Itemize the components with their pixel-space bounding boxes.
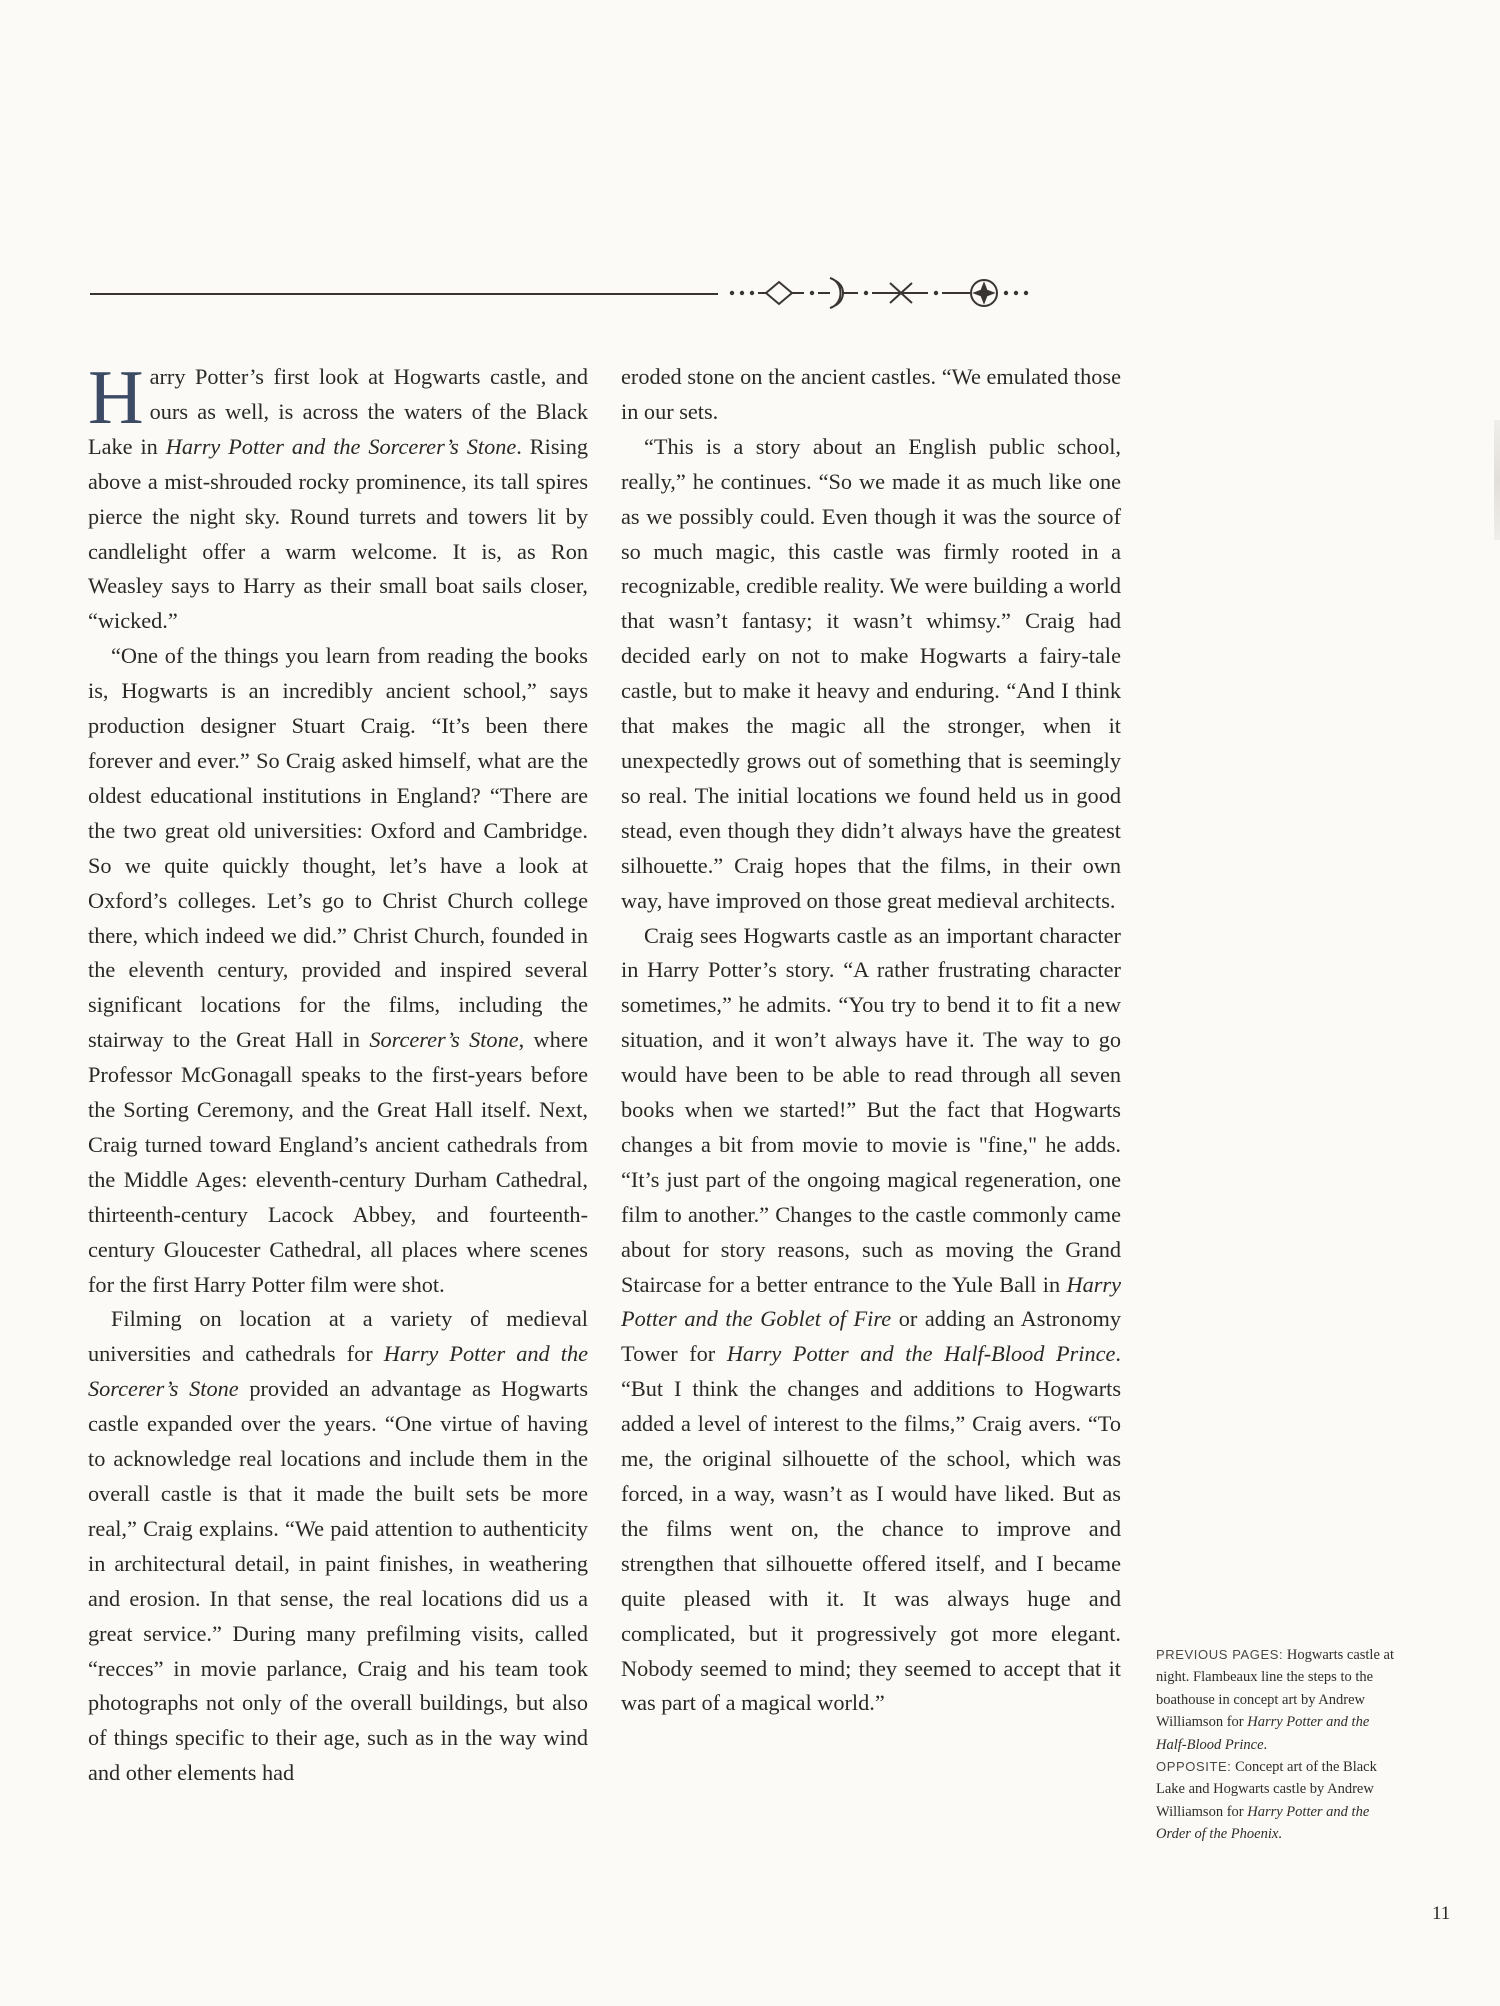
image-caption: PREVIOUS PAGES: Hogwarts castle at night. Flambeaux line the steps to the boathouse in concept art by Andrew Williamson for Harry Potter and the Half-Blood Prince. OPPOSITE: Concept art of the Black Lake and Hogwarts castle by Andrew Williamson for Harry Potter and the Order of the Phoenix. <box>1156 1647 1394 1843</box>
book-title: Harry Potter and the Goblet of Fire <box>621 1271 1121 1332</box>
paragraph: Filming on location at a variety of medieval universities and cathedrals for Harry Potter and the Sorcerer’s Stone provided an advantage as Hogwarts castle expanded over the years. “One virtue of having to acknowledge real locations and include them in the overall castle is that it made the built sets be more real,” Craig explains. “We paid attention to authenticity in architectural detail, in paint finishes, in weathering and erosion. In that sense, the real locations did us a great service.” During many prefilming visits, called “recces” in movie parlance, Craig and his team took photographs not only of the overall buildings, but also of things specific to their age, such as in the way wind and other elements had <box>88 1306 589 1786</box>
book-title: Sorcerer’s Stone <box>369 1027 519 1053</box>
header-ornament <box>718 270 1128 316</box>
diamond-icon <box>766 282 792 304</box>
paragraph: eroded stone on the ancient castles. “We emulated those in our sets. <box>621 364 1121 424</box>
caption-label: PREVIOUS PAGES: <box>1156 1647 1284 1662</box>
book-title: Harry Potter and the Half-Blood Prince <box>1156 1714 1370 1753</box>
paragraph: Harry Potter’s first look at Hogwarts castle, and ours as well, is across the waters of the Black Lake in Harry Potter and the Sorcerer’s Stone. Rising above a mist-shrouded rocky prominence, its tall spires pierce the night sky. Round turrets and towers lit by candlelight offer a warm welcome. It is, as Ron Weasley says to Harry as their small boat sails closer, “wicked.” <box>88 354 588 634</box>
page-edge-shadow <box>1494 420 1500 540</box>
paragraph: Craig sees Hogwarts castle as an important character in Harry Potter’s story. “A rather frustrating character sometimes,” he admits. “You try to bend it to fit a new situation, and it won’t always have it. The way to go would have been to be able to read through all seven books when we started!” But the fact that Hogwarts changes a bit from movie to movie is "fine," he adds. “It’s just part of the ongoing magical regeneration, one film to another.” Changes to the castle commonly came about for story reasons, such as moving the Grand Staircase for a better entrance to the Yule Ball in Harry Potter and the Goblet of Fire or adding an Astronomy Tower for Harry Potter and the Half-Blood Prince. “But I think the changes and additions to Hogwarts added a level of interest to the films,” Craig avers. “To me, the original silhouette of the school, which was forced, in a way, wasn’t as I would have liked. But as the films went on, the chance to improve and strengthen that silhouette offered itself, and I became quite pleased with it. It was always huge and complicated, but it progressively got more elegant. Nobody seemed to mind; they seemed to accept that it was part of a magical world.” <box>621 922 1121 1716</box>
page-number: 11 <box>1432 1903 1451 1924</box>
star-circle-icon <box>971 280 997 306</box>
crossed-wands-icon <box>884 283 918 303</box>
dots-icon <box>730 291 754 295</box>
paragraph: “One of the things you learn from reading the books is, Hogwarts is an incredibly ancient school,” says production designer Stuart Craig. “It’s been there forever and ever.” So Craig asked himself, what are the oldest educational institutions in England? “There are the two great old universities: Oxford and Cambridge. So we quite quickly thought, let’s have a look at Oxford’s colleges. Let’s go to Christ Church college there, which indeed we did.” Christ Church, founded in the eleventh century, provided and inspired several significant locations for the films, including the stairway to the Great Hall in Sorcerer’s Stone, where Professor McGonagall speaks to the first-years before the Sorting Ceremony, and the Great Hall itself. Next, Craig turned toward England’s ancient cathedrals from the Middle Ages: eleventh-century Durham Cathedral, thirteenth-century Lacock Abbey, and fourteenth-century Gloucester Cathedral, all places where scenes for the first Harry Potter film were shot. <box>88 643 589 1297</box>
header-rule <box>90 293 718 295</box>
text-column-left <box>88 354 589 1791</box>
caption-label: OPPOSITE: <box>1156 1759 1232 1775</box>
crescent-moon-icon <box>830 278 843 308</box>
book-title: Harry Potter and the Sorcerer’s Stone <box>88 1341 589 1402</box>
drop-cap: H <box>88 354 144 440</box>
text-column-right <box>621 360 1121 1721</box>
book-title: Harry Potter and the Order of the Phoenix <box>1156 1803 1370 1843</box>
book-title: Harry Potter and the Sorcerer’s Stone <box>165 433 517 459</box>
paragraph: “This is a story about an English public school, really,” he continues. “So we made it as much like one as we possibly could. Even though it was the source of so much magic, this castle was firmly rooted in a recognizable, credible reality. We were building a world that wasn’t fantasy; it wasn’t whimsy.” Craig had decided early on not to make Hogwarts a fairy-tale castle, but to make it heavy and enduring. “And I think that makes the magic all the stronger, when it unexpectedly grows out of something that is seemingly so real. The initial locations we found held us in good stead, even though they didn’t always have the greatest silhouette.” Craig hopes that the films, in their own way, have improved on those great medieval architects. <box>621 433 1121 913</box>
book-title: Harry Potter and the Half-Blood Prince <box>726 1341 1116 1367</box>
